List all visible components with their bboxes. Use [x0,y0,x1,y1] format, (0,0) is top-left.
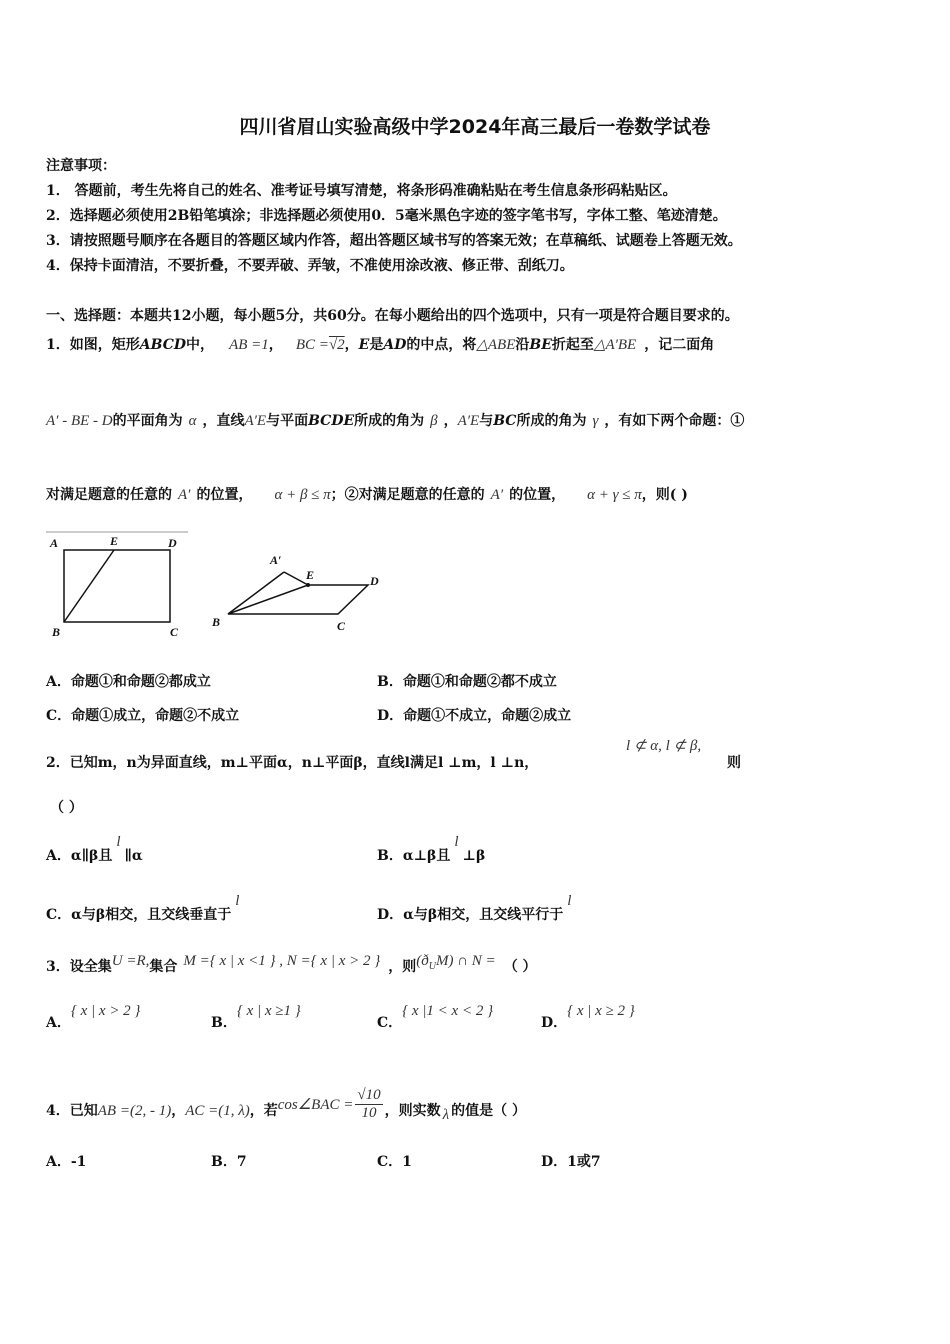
q1-option-d[interactable]: D．命题①不成立，命题②成立 [377,708,572,724]
q1-text: 折起至 [551,337,594,353]
q1-text: ，有如下两个命题：① [604,413,745,429]
page-title: 四川省眉山实验高级中学2024年高三最后一卷数学试卷 [239,116,711,138]
q1-math: A′ [178,487,191,503]
q1-text: ，直线 [202,413,245,429]
segment-ba [228,572,284,614]
label-b: B [52,625,61,639]
q1-math: A′ [490,487,504,503]
q1-text: ；②对满足题意的任意的 [330,487,485,503]
notice-item: 3．请按照题号顺序在各题目的答题区域内作答，超出答题区域书写的答案无效；在草稿纸、试题卷上答题无效。 [46,233,742,249]
q1-text: ， [268,337,283,353]
label-c: C [337,619,346,633]
label-e: E [306,568,315,582]
q2-text: B．α⊥β且 [377,848,451,864]
q1-text: 对满足题意的任意的 [46,487,172,503]
q1-text: BE [529,337,552,353]
rectangle-abcd [64,550,170,622]
q2-stem: 2．已知m，n为异面直线，m⊥平面α，n⊥平面β，直线l满足l ⊥m，l ⊥n， [46,755,539,771]
q4-option-a[interactable]: A．-1 [46,1154,87,1170]
q2-option-b[interactable] [377,834,486,865]
q2-text: A．α∥β且 [46,848,113,864]
q3-text: 集合 [149,959,178,975]
label-a: A [50,536,59,550]
q1-math: △ABE [476,337,516,353]
q3-option-d[interactable] [541,1003,635,1032]
q1-line3 [46,484,688,504]
q4-numerator: √10 [357,1087,381,1103]
q1-text: 所成的角为 [354,413,425,429]
q1-math: √2 [328,337,345,353]
q1-math: AB =1 [229,337,269,353]
segment-ae [284,572,308,585]
q3-stem [46,953,537,976]
q4-text: 的值是（ ） [451,1103,526,1119]
label-e: E [110,534,119,548]
q1-text: ， [443,413,458,429]
q1-text: 的平面角为 [112,413,183,429]
q4-option-d[interactable]: D．1或7 [541,1154,601,1170]
label-d: D [370,574,379,588]
q3-text: ，则 [388,959,417,975]
q4-denominator: 10 [361,1105,377,1121]
q2-option-c[interactable] [46,893,240,924]
q4-option-c[interactable]: C．1 [377,1154,412,1170]
q1-text: 是 [369,337,384,353]
q4-fraction [355,1087,382,1122]
q1-text: E [358,337,370,353]
notice-item: 2．选择题必须使用2B铅笔填涂；非选择题必须使用0．5毫米黑色字迹的签字笔书写，字体工整、笔迹清楚。 [46,208,727,224]
q1-text: ， [344,337,359,353]
q3-text: 3．设全集 [46,959,112,975]
notice-heading: 注意事项： [46,158,116,174]
q3-text: C． [377,1015,403,1031]
q1-option-b[interactable]: B．命题①和命题②都不成立 [377,674,557,690]
q4-math: λ [442,1107,450,1123]
q3-math: M) ∩ N = [435,953,496,969]
q3-math: { x |1 < x < 2 } [402,1003,494,1019]
q1-option-a[interactable]: A．命题①和命题②都成立 [46,674,211,690]
q1-math: A′E [457,413,480,429]
q2-math: l [567,893,572,909]
q3-math: { x | x ≥1 } [236,1003,301,1019]
q1-math: α [188,413,197,429]
q2-math: l [235,893,240,909]
q4-text: ，则实数 [384,1103,441,1119]
q1-text: 的中点，将 [406,337,477,353]
q1-text: BCDE [308,413,355,429]
q4-math: cos∠BAC = [277,1097,354,1113]
q3-text: D． [541,1015,568,1031]
q4-stem [46,1087,526,1128]
q2-tail: 则 [727,755,741,771]
q3-text: （ ） [503,959,537,975]
q2-paren: （ ） [50,800,83,816]
q2-math: l ⊄ α, l ⊄ β, [626,738,702,754]
q1-line2 [46,410,744,430]
label-d: D [168,536,177,550]
q1-math: A′ - BE - D [46,413,113,429]
label-a-prime: A′ [270,553,282,567]
q1-math: BC = [295,337,329,353]
section-heading: 一、选择题：本题共12小题，每小题5分，共60分。在每小题给出的四个选项中，只有一项是符合题目要求的。 [46,308,739,324]
q4-option-b[interactable]: B．7 [211,1154,247,1170]
q4-math: AB =(2, - 1) [97,1103,172,1119]
q1-math: γ [592,413,599,429]
q1-text: ABCD [139,337,186,353]
q3-option-c[interactable] [377,1003,494,1032]
q3-math: { x | x ≥ 2 } [567,1003,635,1019]
q4-text: 4．已知 [46,1103,98,1119]
q2-math: l [116,834,121,850]
q3-text: B． [211,1015,237,1031]
q1-figure [40,528,400,648]
q1-text: 的位置， [196,487,253,503]
q1-math: α + γ ≤ π [587,487,642,503]
q3-math: M ={ x | x <1 } , N ={ x | x > 2 } [183,953,381,969]
q1-text: ，记二面角 [644,337,715,353]
q2-option-a[interactable] [46,834,143,865]
q2-text: ⊥β [462,848,486,864]
q1-math: β [430,413,438,429]
point-e [306,583,310,587]
q3-math: U =R, [111,953,150,969]
q3-math: { x | x > 2 } [70,1003,141,1019]
q2-text: C．α与β相交，且交线垂直于 [46,907,232,923]
q2-option-d[interactable] [377,893,572,924]
q1-text: 1．如图，矩形 [46,337,140,353]
label-c: C [170,625,179,639]
q1-math: A′E [244,413,267,429]
q1-option-c[interactable]: C．命题①成立，命题②不成立 [46,708,240,724]
segment-be [64,550,114,622]
q3-math: (ð [416,953,429,969]
folded-base-bcde [228,585,368,614]
q1-text: 所成的角为 [516,413,587,429]
q1-text: BC [493,413,517,429]
q2-text: D．α与β相交，且交线平行于 [377,907,564,923]
q3-option-a[interactable] [46,1003,141,1032]
q3-text: A． [46,1015,71,1031]
q1-text: 的位置， [509,487,566,503]
q1-text: AD [383,337,407,353]
q4-math: AC =(1, λ) [185,1103,250,1119]
q1-text: 与 [479,413,494,429]
q1-text: 中， [186,337,214,353]
q1-text: ，则( ) [641,487,688,503]
q2-math: l [454,834,459,850]
q4-text: ，若 [249,1103,278,1119]
q4-text: ， [171,1103,186,1119]
q1-text: 沿 [515,337,530,353]
q1-text: 与平面 [266,413,309,429]
q3-option-b[interactable] [211,1003,301,1032]
notice-item: 1． 答题前，考生先将自己的姓名、准考证号填写清楚，将条形码准确粘贴在考生信息条形码粘贴区。 [46,183,677,199]
q3-math: U [428,961,436,972]
notice-item: 4．保持卡面清洁，不要折叠，不要弄破、弄皱，不准使用涂改液、修正带、刮纸刀。 [46,258,574,274]
q1-line1 [46,334,714,354]
label-b: B [212,615,221,629]
q1-math: △A′BE [593,337,637,353]
q1-math: α + β ≤ π [274,487,331,503]
q2-text: ∥α [124,848,143,864]
